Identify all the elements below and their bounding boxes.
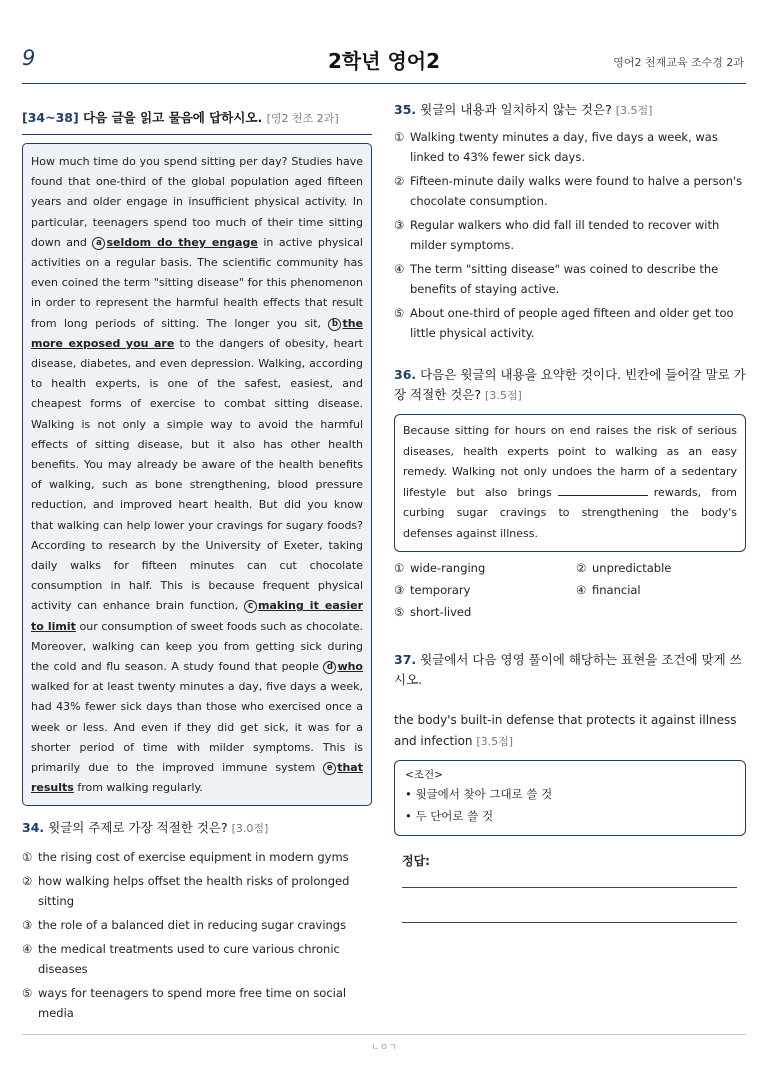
page-number: 9 bbox=[22, 46, 36, 70]
left-column bbox=[22, 100, 372, 1027]
option-35-1[interactable] bbox=[394, 127, 746, 167]
passage-text: in active physical activities on a regular basis. The scientific community has even coined the term "sitting disease" for this phenomenon in order to represent the harmful health effects that result from long periods of sitting. The longer you sit, bbox=[31, 235, 363, 330]
summary-box bbox=[394, 414, 746, 552]
option-35-5[interactable] bbox=[394, 303, 746, 343]
passage-text: How much time do you spend sitting per day? Studies have found that one-third of the global population aged fifteen years and older engage in insufficient physical activity. In particular, teenagers spend too much of their time sitting down and bbox=[31, 155, 363, 249]
question-text: 다음은 윗글의 내용을 요약한 것이다. 빈칸에 들어갈 말로 가장 적절한 것은? bbox=[394, 367, 746, 402]
question-text: 윗글의 내용과 일치하지 않는 것은? bbox=[420, 102, 612, 117]
conditions-title: <조건> bbox=[405, 768, 443, 781]
condition-2: • 두 단어로 쓸 것 bbox=[405, 808, 494, 823]
underlined-d: who bbox=[337, 660, 363, 674]
option-number: ④ bbox=[576, 582, 587, 597]
option-number: ③ bbox=[394, 582, 405, 597]
answer-line-1[interactable] bbox=[402, 869, 737, 888]
option-34-1[interactable] bbox=[22, 847, 372, 867]
option-number: ① bbox=[394, 130, 405, 144]
page-subtitle: 영어2 천재교육 조수경 2과 bbox=[613, 56, 744, 69]
option-34-2[interactable] bbox=[22, 871, 372, 911]
question-text: 윗글에서 다음 영영 풀이에 해당하는 표현을 조건에 맞게 쓰시오. bbox=[394, 651, 742, 687]
section-range: [34~38] bbox=[22, 110, 79, 125]
underlined-a: seldom do they engage bbox=[106, 235, 258, 249]
question-34 bbox=[22, 818, 372, 839]
option-34-3[interactable] bbox=[22, 915, 372, 935]
option-number: ① bbox=[22, 849, 33, 864]
passage-text: our consumption of sweet foods such as chocolate. Moreover, walking can keep you from getting sick during the cold and flu season. A study found that people bbox=[31, 619, 363, 674]
option-36-5[interactable] bbox=[394, 602, 576, 622]
definition: the body's built-in defense that protects it against illness and infection bbox=[394, 712, 737, 748]
option-text: Fifteen-minute daily walks were found to halve a person's chocolate consumption. bbox=[410, 174, 743, 208]
passage-text: to the dangers of obesity, heart disease, diabetes, and even depression. Walking, according to health experts, is one of the safest, easiest, and cheapest forms of exercise to combat sitting disease. Walking is not only a simple way to avoid the harmful effects of sitting disease, but it also has other health benefits. You may already be aware of the health benefits of walking, such as bone strengthening, blood pressure reduction, and improved heart health. But did you know that walking can help lower your cravings for sugary foods? According to research by the University of Exeter, taking daily walks for fifteen minutes can cut chocolate consumption in half. This is because frequent physical activity can enhance brain function, bbox=[31, 336, 363, 613]
option-number: ③ bbox=[394, 218, 405, 232]
question-points: [3.5점] bbox=[485, 389, 522, 402]
answer-line-2[interactable] bbox=[402, 888, 737, 923]
option-text: wide-ranging bbox=[410, 560, 486, 575]
question-text: 윗글의 주제로 가장 적절한 것은? bbox=[48, 819, 228, 835]
option-number: ② bbox=[394, 174, 405, 188]
section-instruction: 다음 글을 읽고 물음에 답하시오. bbox=[83, 110, 263, 125]
definition-text bbox=[394, 710, 746, 752]
answer-blank bbox=[558, 485, 648, 496]
question-37 bbox=[394, 650, 746, 690]
underlined-c: making it easier to limit bbox=[31, 599, 363, 633]
question-number: 34. bbox=[22, 819, 45, 835]
conditions-box bbox=[394, 760, 746, 836]
option-34-4[interactable] bbox=[22, 939, 372, 979]
option-36-4[interactable] bbox=[576, 580, 746, 600]
marker-d: d bbox=[323, 661, 336, 674]
option-number: ④ bbox=[394, 262, 405, 276]
summary-text: rewards, from curbing sugar cravings to strengthening the body's defenses against illness. bbox=[403, 485, 737, 540]
question-number: 37. bbox=[394, 651, 417, 667]
reading-passage bbox=[22, 143, 372, 806]
header-divider bbox=[22, 83, 746, 84]
option-text: how walking helps offset the health risks of prolonged sitting bbox=[38, 873, 350, 908]
summary-text: Because sitting for hours on end raises the risk of serious diseases, health experts point to walking as an easy remedy. Walking not only undoes the harm of a sedentary lifestyle but also brings bbox=[403, 424, 737, 499]
option-text: Walking twenty minutes a day, five days a week, was linked to 43% fewer sick days. bbox=[410, 130, 718, 164]
options-36 bbox=[394, 558, 746, 622]
option-text: temporary bbox=[410, 582, 471, 597]
option-36-1[interactable] bbox=[394, 558, 576, 578]
option-number: ② bbox=[22, 873, 33, 888]
underlined-e: that results bbox=[31, 761, 363, 795]
option-34-5[interactable] bbox=[22, 983, 372, 1023]
question-points: [3.5점] bbox=[476, 734, 514, 748]
option-text: short-lived bbox=[410, 604, 472, 619]
option-number: ⑤ bbox=[22, 985, 33, 1000]
question-36 bbox=[394, 365, 746, 406]
option-text: financial bbox=[592, 582, 641, 597]
option-text: the role of a balanced diet in reducing sugar cravings bbox=[38, 917, 347, 932]
option-number: ⑤ bbox=[394, 306, 405, 320]
question-35 bbox=[394, 100, 746, 121]
option-35-4[interactable] bbox=[394, 259, 746, 299]
option-36-2[interactable] bbox=[576, 558, 746, 578]
option-number: ③ bbox=[22, 917, 33, 932]
option-35-2[interactable] bbox=[394, 171, 746, 211]
marker-e: e bbox=[323, 762, 336, 775]
option-text: About one-third of people aged fifteen and older get too little physical activity. bbox=[410, 306, 734, 340]
marker-a: a bbox=[92, 237, 105, 250]
right-column bbox=[394, 100, 746, 923]
option-number: ② bbox=[576, 560, 587, 575]
option-number: ① bbox=[394, 560, 405, 575]
passage-text: walked for at least twenty minutes a day, five days a week, had 43% fewer sick days than those who exercised once a week or less. And even if they did get sick, it was for a shorter period of time with milder symptoms. This is primarily due to the improved immune system bbox=[31, 680, 363, 775]
marker-c: c bbox=[244, 600, 257, 613]
question-number: 36. bbox=[394, 367, 417, 382]
option-35-3[interactable] bbox=[394, 215, 746, 255]
condition-1: • 윗글에서 찾아 그대로 쓸 것 bbox=[405, 786, 553, 801]
question-points: [3.0점] bbox=[231, 821, 269, 835]
footer-divider bbox=[22, 1034, 746, 1035]
option-text: the rising cost of exercise equipment in modern gyms bbox=[38, 849, 349, 864]
underlined-b: the more exposed you are bbox=[31, 316, 363, 350]
page-title: 2학년 영어2 bbox=[327, 49, 441, 73]
option-36-3[interactable] bbox=[394, 580, 576, 600]
option-number: ⑤ bbox=[394, 604, 405, 619]
question-number: 35. bbox=[394, 102, 417, 117]
option-text: Regular walkers who did fall ill tended to recover with milder symptoms. bbox=[410, 218, 720, 252]
option-text: unpredictable bbox=[592, 560, 672, 575]
section-source: [영2 천조 2과] bbox=[266, 112, 339, 125]
section-heading bbox=[22, 100, 372, 135]
option-text: the medical treatments used to cure various chronic diseases bbox=[38, 941, 340, 976]
passage-text: from walking regularly. bbox=[73, 781, 203, 795]
answer-label: 정답: bbox=[402, 853, 430, 868]
option-text: ways for teenagers to spend more free time on social media bbox=[38, 985, 347, 1020]
option-number: ④ bbox=[22, 941, 33, 956]
marker-b: b bbox=[328, 318, 341, 331]
footer-text: ㄴㅇㄱ bbox=[370, 1043, 398, 1053]
question-points: [3.5점] bbox=[615, 104, 653, 117]
option-text: The term "sitting disease" was coined to describe the benefits of staying active. bbox=[410, 262, 719, 296]
